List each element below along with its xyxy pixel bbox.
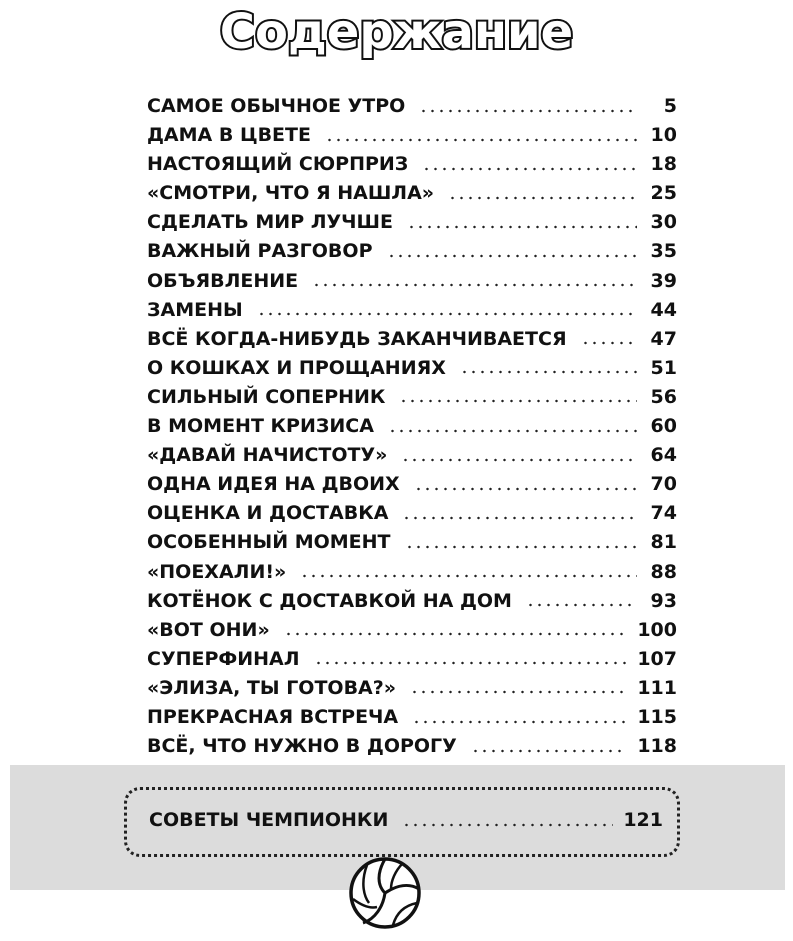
toc-leader-dots xyxy=(387,254,638,258)
toc-leader-dots xyxy=(399,399,637,403)
toc-entry-label: СИЛЬНЫЙ СОПЕРНИК xyxy=(147,385,386,408)
toc-leader-dots xyxy=(412,720,627,724)
page-title: Содержание xyxy=(219,4,574,60)
toc-entry[interactable] xyxy=(147,121,677,150)
volleyball-icon xyxy=(347,855,423,931)
toc-entry[interactable] xyxy=(147,499,677,528)
toc-entry-page: 60 xyxy=(650,415,677,438)
toc-entry-page: 81 xyxy=(650,531,677,554)
toc-entry[interactable] xyxy=(147,470,677,499)
toc-entry-page: 107 xyxy=(637,647,677,670)
toc-entry[interactable] xyxy=(147,528,677,557)
toc-entry-page: 10 xyxy=(650,124,677,147)
toc-entry[interactable] xyxy=(147,296,677,325)
toc-entry[interactable] xyxy=(147,645,677,674)
toc-entry-label: ДАМА В ЦВЕТЕ xyxy=(147,124,311,147)
toc-leader-dots xyxy=(402,823,613,827)
toc-entry[interactable] xyxy=(147,412,677,441)
toc-entry[interactable] xyxy=(147,441,677,470)
toc-entry-page: 88 xyxy=(650,560,677,583)
toc-entry-page: 64 xyxy=(650,444,677,467)
toc-entry-page: 39 xyxy=(650,269,677,292)
toc-entry-label: КОТЁНОК С ДОСТАВКОЙ НА ДОМ xyxy=(147,589,512,612)
toc-leader-dots xyxy=(414,487,637,491)
toc-list xyxy=(147,92,677,761)
toc-entry-page: 44 xyxy=(650,298,677,321)
toc-entry[interactable] xyxy=(147,179,677,208)
toc-entry-page: 70 xyxy=(650,473,677,496)
toc-entry[interactable] xyxy=(147,354,677,383)
toc-entry-label: «СМОТРИ, ЧТО Я НАШЛА» xyxy=(147,182,435,205)
toc-entry[interactable] xyxy=(147,558,677,587)
toc-leader-dots xyxy=(257,312,637,316)
toc-entry-page: 56 xyxy=(650,385,677,408)
toc-entry-label: ЗАМЕНЫ xyxy=(147,298,243,321)
toc-entry-label: ВСЁ, ЧТО НУЖНО В ДОРОГУ xyxy=(147,735,457,758)
toc-entry[interactable] xyxy=(147,237,677,266)
toc-entry-page: 25 xyxy=(650,182,677,205)
toc-leader-dots xyxy=(422,167,637,171)
toc-entry-page: 93 xyxy=(650,589,677,612)
toc-entry-label: СУПЕРФИНАЛ xyxy=(147,647,300,670)
toc-entry-page: 30 xyxy=(650,211,677,234)
toc-leader-dots xyxy=(419,109,637,113)
toc-entry[interactable] xyxy=(147,703,677,732)
toc-entry-label: «ВОТ ОНИ» xyxy=(147,618,270,641)
toc-entry-label: ОБЪЯВЛЕНИЕ xyxy=(147,269,299,292)
toc-leader-dots xyxy=(581,341,637,345)
toc-entry-label: ВАЖНЫЙ РАЗГОВОР xyxy=(147,240,373,263)
toc-entry-page: 115 xyxy=(637,705,677,728)
toc-entry-label: САМОЕ ОБЫЧНОЕ УТРО xyxy=(147,95,406,117)
toc-entry-label: ОЦЕНКА И ДОСТАВКА xyxy=(147,502,389,525)
toc-leader-dots xyxy=(402,516,637,520)
toc-entry[interactable] xyxy=(147,208,677,237)
toc-entry-label: «ЭЛИЗА, ТЫ ГОТОВА?» xyxy=(147,676,397,699)
toc-leader-dots xyxy=(401,458,637,462)
toc-entry[interactable] xyxy=(147,267,677,296)
toc-leader-dots xyxy=(448,196,637,200)
toc-entry[interactable] xyxy=(147,674,677,703)
toc-leader-dots xyxy=(325,138,637,142)
toc-entry-tips[interactable] xyxy=(149,806,663,835)
toc-leader-dots xyxy=(314,661,628,665)
toc-leader-dots xyxy=(300,574,637,578)
toc-leader-dots xyxy=(460,370,637,374)
toc-entry[interactable] xyxy=(147,150,677,179)
toc-entry-label: ОСОБЕННЫЙ МОМЕНТ xyxy=(147,531,391,554)
toc-entry-page: 47 xyxy=(650,327,677,350)
toc-entry-label: ОДНА ИДЕЯ НА ДВОИХ xyxy=(147,473,400,496)
toc-entry-page: 74 xyxy=(650,502,677,525)
toc-entry-page: 18 xyxy=(650,153,677,176)
toc-entry-label: СДЕЛАТЬ МИР ЛУЧШЕ xyxy=(147,211,393,234)
toc-entry-label: ПРЕКРАСНАЯ ВСТРЕЧА xyxy=(147,705,399,728)
toc-entry-page: 111 xyxy=(637,676,677,699)
toc-leader-dots xyxy=(312,283,637,287)
toc-entry-label: НАСТОЯЩИЙ СЮРПРИЗ xyxy=(147,153,409,176)
toc-leader-dots xyxy=(410,690,627,694)
toc-leader-dots xyxy=(405,545,637,549)
toc-entry-page: 35 xyxy=(650,240,677,263)
toc-entry-page: 100 xyxy=(637,618,677,641)
toc-entry-page: 51 xyxy=(650,356,677,379)
toc-leader-dots xyxy=(284,632,628,636)
toc-entry-page: 121 xyxy=(623,809,663,831)
toc-entry[interactable] xyxy=(147,616,677,645)
toc-entry[interactable] xyxy=(147,92,677,121)
toc-entry[interactable] xyxy=(147,383,677,412)
toc-leader-dots xyxy=(388,429,637,433)
toc-entry-page: 118 xyxy=(637,735,677,758)
toc-entry-label: «ДАВАЙ НАЧИСТОТУ» xyxy=(147,444,388,467)
toc-leader-dots xyxy=(471,749,628,753)
toc-entry-page: 5 xyxy=(663,95,677,117)
toc-entry[interactable] xyxy=(147,325,677,354)
toc-entry[interactable] xyxy=(147,587,677,616)
toc-leader-dots xyxy=(526,603,637,607)
toc-entry-label: СОВЕТЫ ЧЕМПИОНКИ xyxy=(149,809,389,831)
tips-box xyxy=(124,787,680,857)
toc-entry[interactable] xyxy=(147,732,677,761)
toc-entry-label: «ПОЕХАЛИ!» xyxy=(147,560,287,583)
toc-leader-dots xyxy=(407,225,637,229)
toc-entry-label: О КОШКАХ И ПРОЩАНИЯХ xyxy=(147,356,446,379)
toc-entry-label: ВСЁ КОГДА-НИБУДЬ ЗАКАНЧИВАЕТСЯ xyxy=(147,327,567,350)
toc-entry-label: В МОМЕНТ КРИЗИСА xyxy=(147,415,374,438)
